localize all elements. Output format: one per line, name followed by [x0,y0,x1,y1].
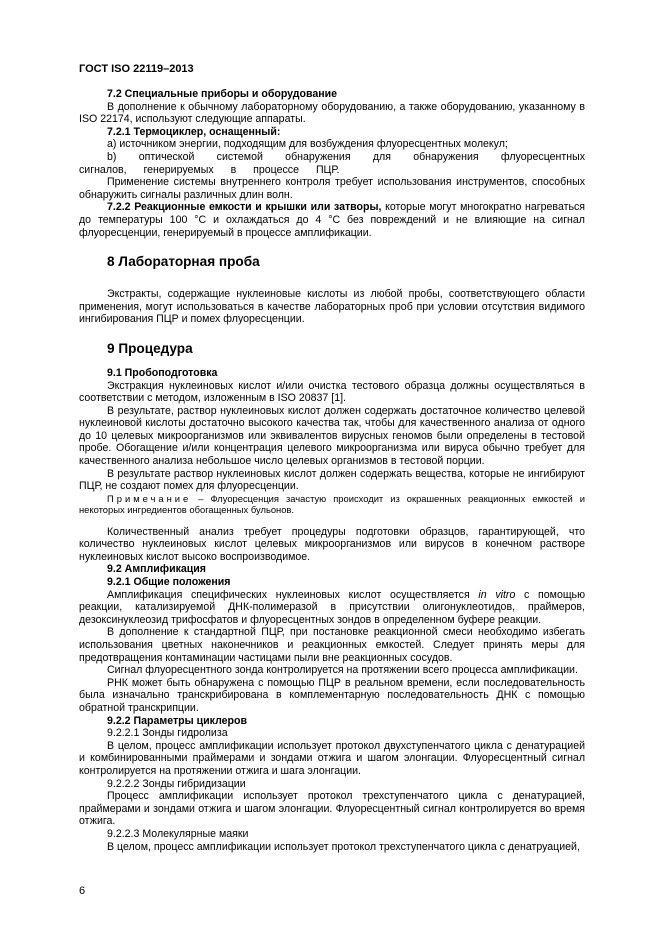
page-number: 6 [79,885,86,897]
page-content [79,88,585,853]
section-7-2-2-text: которые могут многократно нагреваться до температуры 100 °С и охлаждаться до 4 °С без повреждений и не влияющие на сигнал флуоресценции, генерируемый в процессе амплификации. [79,201,586,239]
section-7-2-1-heading: 7.2.1 Термоциклер, оснащенный: [107,125,281,138]
paragraph: В дополнение к стандартной ПЦР, при постановке реакционной смеси необходимо избегать использования цветных наконечников и реакционных емкостей. Следует принять меры для предотвращения контаминации частицами пыли вне реакционных сосудов. [79,626,585,664]
note-label: Примечание [107,492,192,504]
paragraph: В целом, процесс амплификации использует протокол трехступенчатого цикла с денатруацией, [107,840,580,853]
subsection-9-2-2-1: 9.2.2.1 Зонды гидролиза [107,727,228,740]
section-9-2-2-heading: 9.2.2 Параметры циклеров [107,714,248,727]
section-9-2-1-heading: 9.2.1 Общие положения [107,576,231,589]
section-7-2-2-paragraph [79,201,585,239]
section-8-heading: 8 Лабораторная проба [107,254,260,270]
note [79,493,585,516]
paragraph: Экстракты, содержащие нуклеиновые кислоты из любой пробы, соответствующего области применения, могут использоваться в качестве лабораторных проб при условии отсутствия видимого ингибирования ПЦР и помех флуоресценции. [79,288,585,326]
paragraph: В результате раствор нуклеиновых кислот должен содержать вещества, которые не ингибируют ПЦР, не создают помех для флуоресценции. [79,467,585,493]
paragraph: Процесс амплификации использует протокол трехступенчатого цикла с денатурацией, праймерами и зондами отжига и шагом элонгации. Флуоресцентный сигнал контролируется во время отжига. [79,790,585,828]
paragraph: В результате, раствор нуклеиновых кислот должен содержать достаточное количество целевой нуклеиновой кислоты достаточно высокого качества так, чтобы для качественного анализа от одного до 10 целевых микроорганизмов или эквивалентов вирусных геномов были определены в тестовой пробе. Обогащение и/или концентрация целевого микроорганизма или вируса обычно требует для качественного анализа небольшое число целевых организмов в тестовой порции. [79,404,585,468]
section-9-2-heading: 9.2 Амплификация [107,563,206,576]
list-item-b: b) оптической системой обнаружения для обнаружения флуоресцентных сигналов, генерируемых в процессе ПЦР. [79,150,585,176]
section-9-1-heading: 9.1 Пробоподготовка [107,366,218,379]
note-text: – Флуоресценция зачастую происходит из окрашенных реакционных емкостей и некоторых ингредиентов обогащенных бульонов. [79,492,585,516]
paragraph: В целом, процесс амплификации использует протокол двухступенчатого цикла с денатурацией и комбинированными праймерами и зондами отжига и шагом элонгации. Флуоресцентный сигнал контролируется на протяжении отжига и шага элонгации. [79,739,585,777]
section-7-2-heading: 7.2 Специальные приборы и оборудование [107,88,338,100]
paragraph: В дополнение к обычному лабораторному оборудованию, а также оборудованию, указанному в ISO 22174, используют следующие аппараты. [79,100,585,126]
document-header: ГОСТ ISO 22119–2013 [79,63,194,75]
paragraph: Экстракция нуклеиновых кислот и/или очистка тестового образца должны осуществляться в соответствии с методом, изложенным в ISO 20837 [1]. [79,379,585,405]
paragraph-text: с помощью реакции, катализируемой ДНК-полимеразой в присутствии олигонуклеотидов, праймеров, дезоксинуклеозид трифосфатов и флуоресцентных зондов в определенном буфере реакции. [79,588,586,626]
subsection-9-2-2-2: 9.2.2.2 Зонды гибридизации [107,777,246,790]
paragraph-text: Амплификация специфических нуклеиновых кислот осуществляется [107,588,479,601]
italic-term: in vitro [478,588,516,601]
list-item-a: а) источником энергии, подходящим для возбуждения флуоресцентных молекул; [107,138,508,151]
paragraph: РНК может быть обнаружена с помощью ПЦР в реальном времени, если последовательность была изначально транскрибирована в комплементарную последовательность ДНК с помощью обратной транскрипции. [79,676,585,714]
section-7-2-2-heading: 7.2.2 Реакционные емкости и крышки или затворы, [107,201,382,214]
subsection-9-2-2-3: 9.2.2.3 Молекулярные маяки [107,827,249,840]
paragraph: Количественный анализ требует процедуры подготовки образцов, гарантирующей, что количество нуклеиновых кислот целевых микроорганизмов или вирусов в конечном растворе нуклеиновых кислот высоко воспроизводимое. [79,525,585,563]
section-9-heading: 9 Процедура [107,340,193,356]
paragraph: Сигнал флуоресцентного зонда контролируется на протяжении всего процесса амплификации. [107,664,578,677]
paragraph [79,589,585,627]
paragraph: Применение системы внутреннего контроля требует использования инструментов, способных обнаружить сигналы различных длин волн. [79,176,585,201]
